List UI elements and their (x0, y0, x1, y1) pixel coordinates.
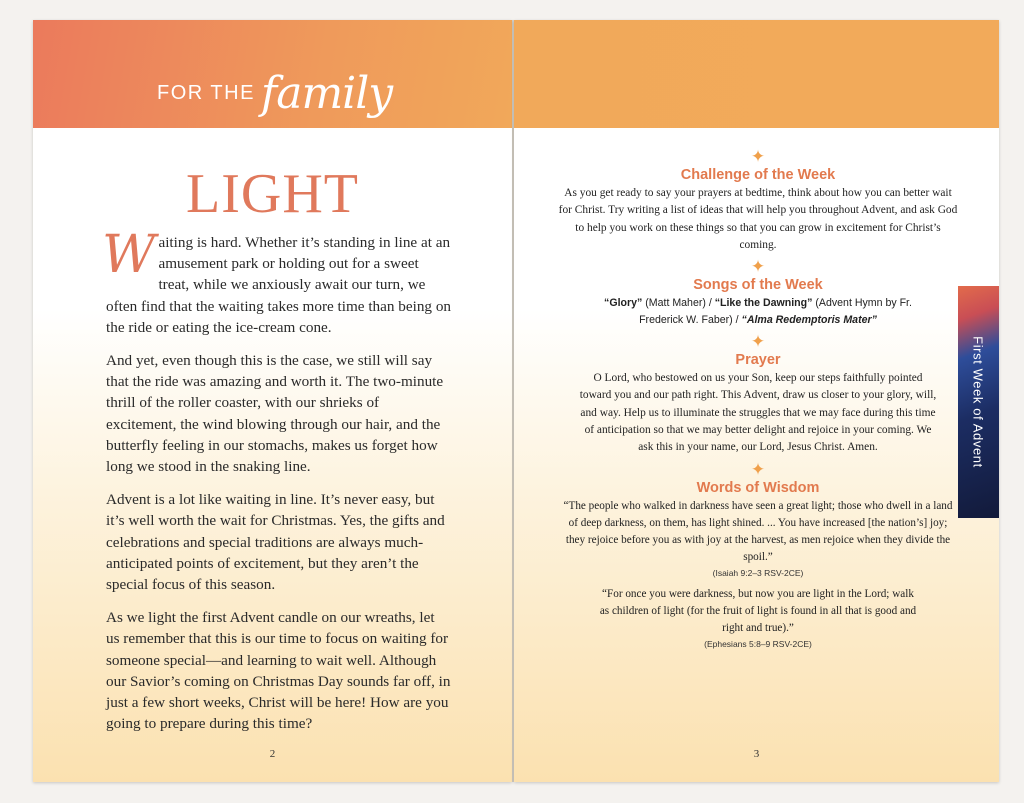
song-3: “Alma Redemptoris Mater” (741, 314, 877, 327)
paragraph-3: Advent is a lot like waiting in line. It’s never easy, but it’s well worth the wait for Christmas. Yes, the gifts and celebrations and special traditions are always much-anticipated points of excitement, but they aren’t the special focus of this season. (106, 491, 445, 594)
songs-title: Songs of the Week (693, 277, 823, 294)
wisdom-citation-1: (Isaiah 9:2–3 RSV-2CE) (712, 567, 804, 578)
page-number: 2 (269, 748, 276, 760)
article-body (102, 225, 452, 746)
right-page (514, 20, 999, 782)
side-tab-label: First Week of Advent (970, 336, 986, 468)
challenge-title: Challenge of the Week (680, 167, 836, 183)
paragraph-4: As we light the first Advent candle on our wreaths, let us remember that this is our time to focus on waiting for someone special—and learning to wait well. Although our Savior’s coming on Christmas Day sounds far off, in just a few short weeks, Christ will be here! How are you going to prepare during this time? (106, 609, 451, 733)
four-point-star-icon: ✦ (750, 147, 766, 167)
wisdom-quote-1: “The people who walked in darkness have seen a great light; those who dwell in a land of deep darkness, on them, has light shined. ... You have increased [the nation’s] joy; they rejoice before you as with joy at the harvest, as men rejoice when they divide the spoil.” (563, 499, 953, 563)
song-1: “Glory” (604, 297, 643, 310)
four-point-star-icon: ✦ (750, 459, 766, 480)
prayer-text: O Lord, who bestowed on us your Son, keep our steps faithfully pointed toward you and our path right. This Advent, draw us closer to your glory, will, and way. Help us to illuminate the struggles that we may face during this time of anticipation so that we may better delight and rejoice in your coming. We ask this in your name, our Lord, Jesus Christ. Amen. (579, 372, 937, 454)
page-number: 3 (753, 748, 760, 760)
song-1-author: (Matt Maher) / (642, 297, 715, 310)
challenge-text: As you get ready to say your prayers at bedtime, think about how you can better wait for Christ. Try writing a list of ideas that will help you throughout Advent, and ask God to help you work on these things so that you can grow in excitement for Christ’s coming. (558, 187, 958, 251)
prayer-title: Prayer (735, 352, 781, 369)
paragraph-1 (102, 225, 452, 338)
wisdom-citation-2: (Ephesians 5:8–9 RSV-2CE) (704, 638, 812, 649)
page-title: LIGHT (186, 163, 359, 225)
side-tab (958, 286, 999, 518)
brand-heading (157, 68, 392, 119)
four-point-star-icon: ✦ (750, 332, 766, 353)
header-band (514, 20, 999, 128)
paragraph-1-text: aiting is hard. Whether it’s standing in line at an amusement park or holding out for a sweet treat, while we anxiously await our turn, we often find that the waiting takes more time than being on the ride or eating the ice-cream cone. (106, 234, 452, 336)
wisdom-title: Words of Wisdom (696, 479, 820, 496)
drop-cap: W (102, 225, 156, 285)
brand-word: family (260, 68, 393, 119)
song-2-author: (Advent Hymn by Fr. Frederick W. Faber) / (639, 297, 912, 327)
left-page (33, 20, 512, 782)
brand-prefix: FOR THE (157, 82, 255, 104)
song-2: “Like the Dawning” (714, 297, 813, 310)
right-column (558, 144, 958, 657)
paragraph-2: And yet, even though this is the case, we still will say that the ride was amazing and worth it. The two-minute thrill of the roller coaster, with our shrieks of excitement, the wind blowing through our hair, and the butterfly feeling in our stomachs, makes us forget how long we stood in the snaking line. (106, 352, 444, 476)
wisdom-quote-2: “For once you were darkness, but now you are light in the Lord; walk as children of light (for the fruit of light is found in all that is good and right and true).” (599, 587, 917, 634)
four-point-star-icon: ✦ (750, 257, 766, 278)
songs-list (582, 295, 934, 329)
